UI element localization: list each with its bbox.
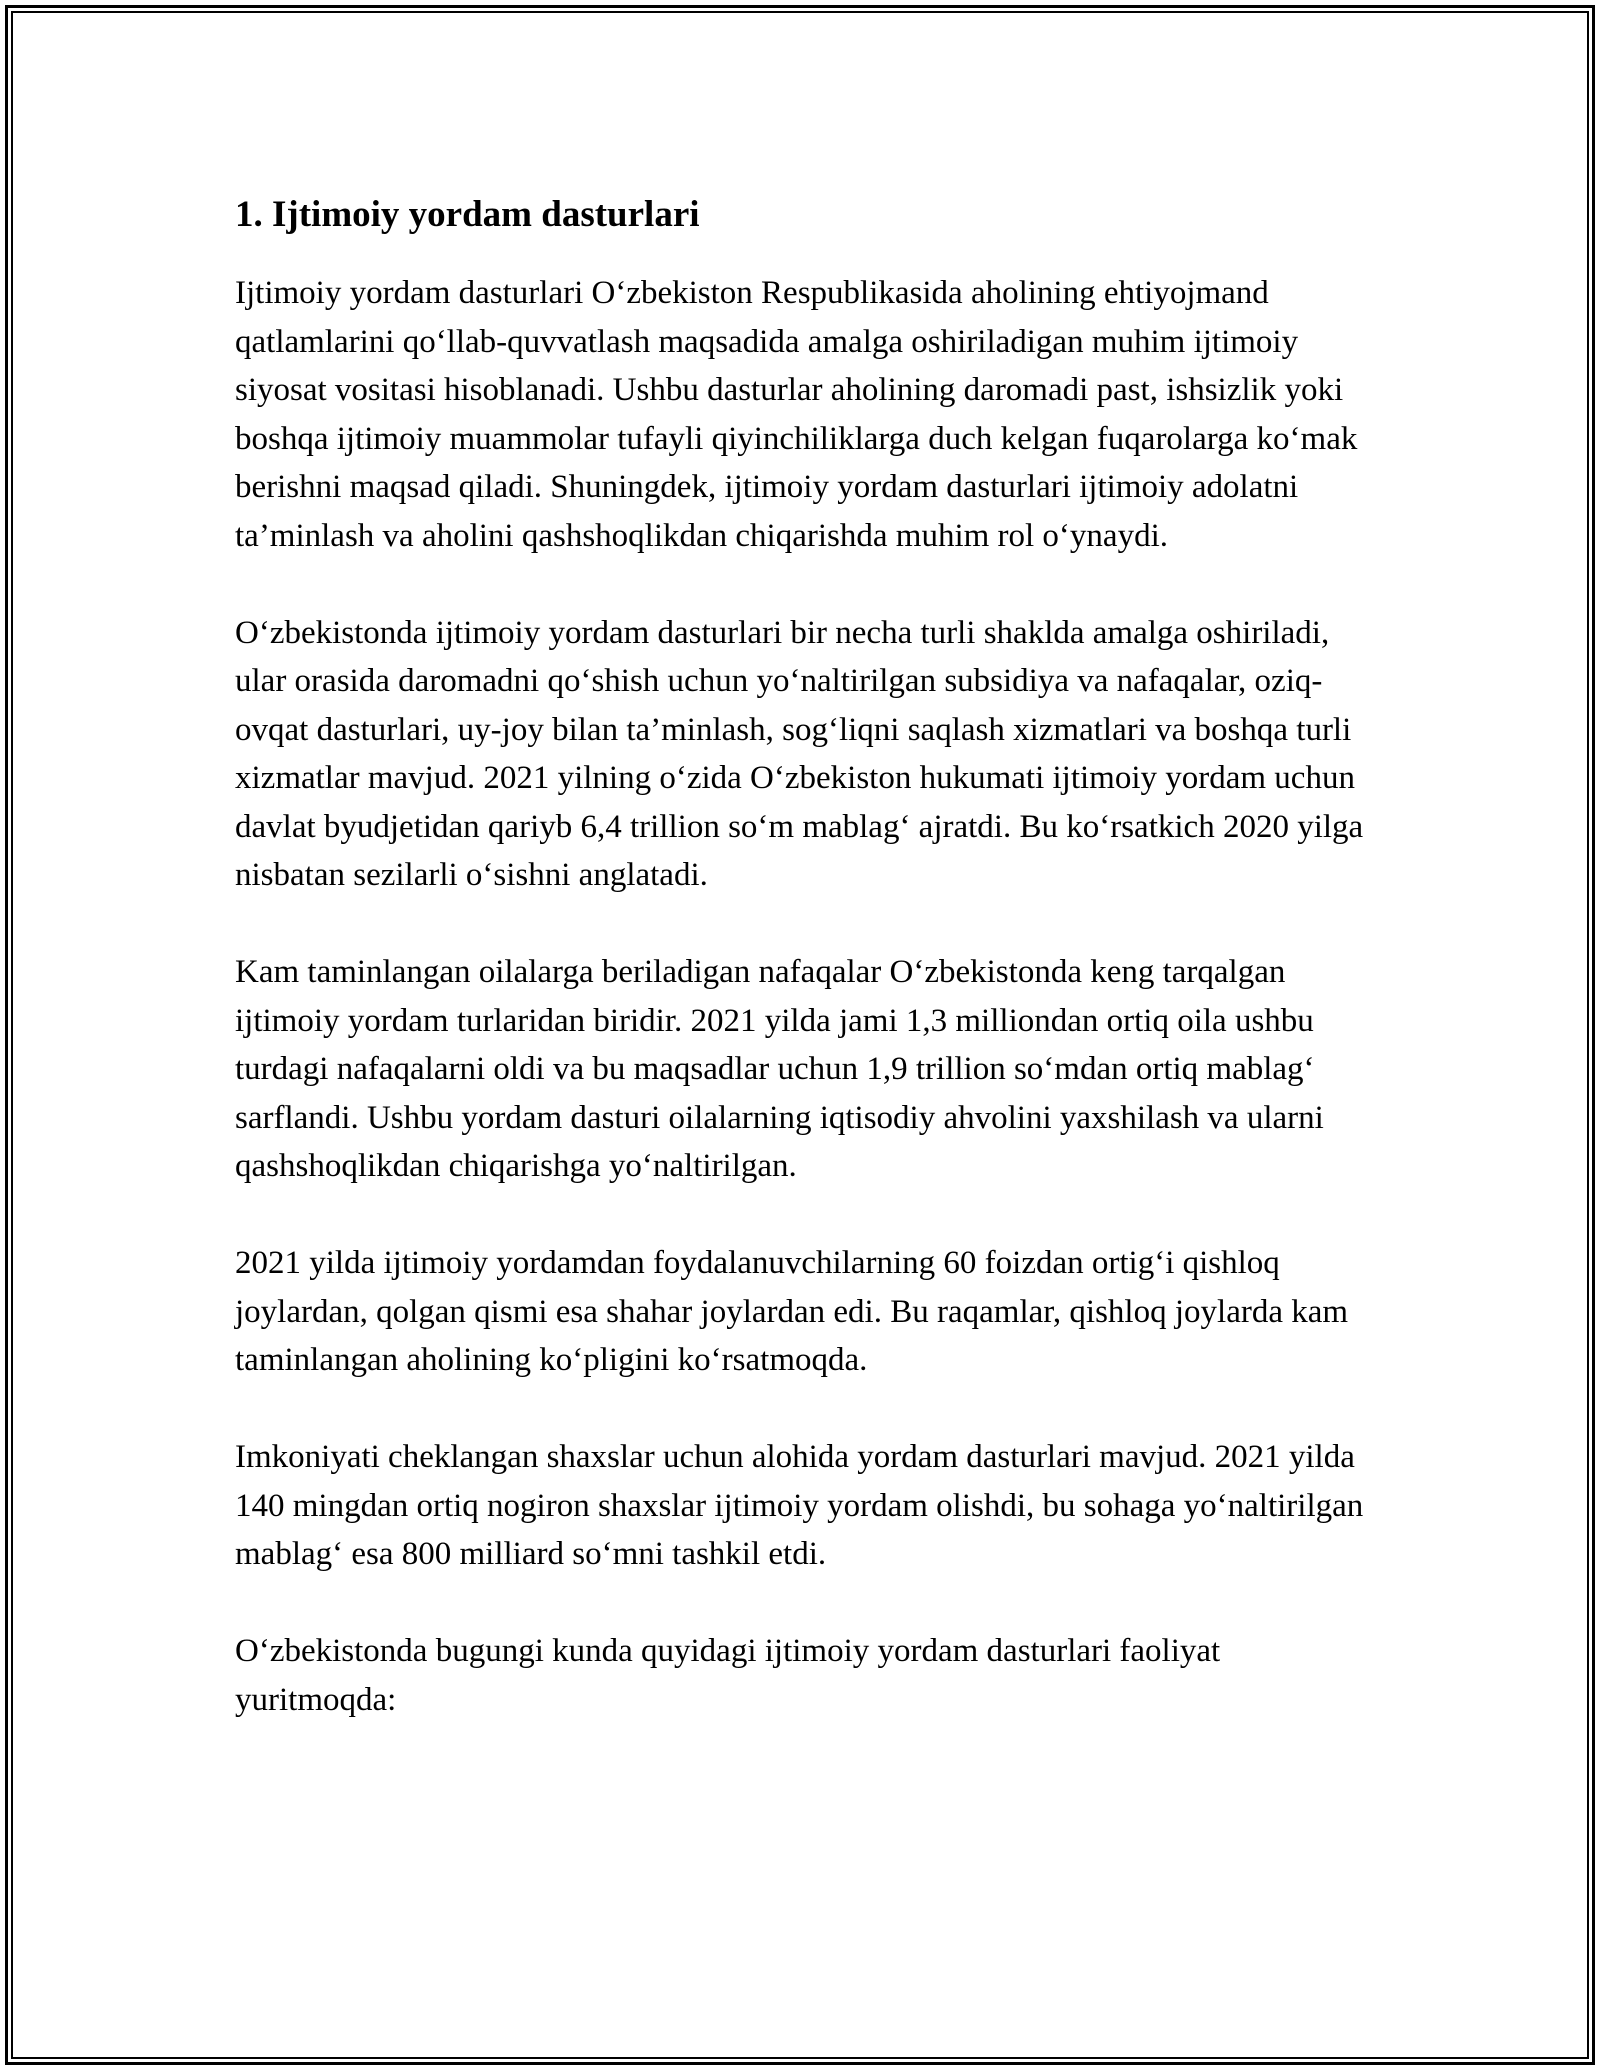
paragraph-6: O‘zbekistonda bugungi kunda quyidagi ijtimoiy yordam dasturlari faoliyat yuritmoqda: [235, 1633, 1221, 1718]
paragraph-5: Imkoniyati cheklangan shaxslar uchun alohida yordam dasturlari mavjud. 2021 yilda 140 mingdan ortiq nogiron shaxslar ijtimoiy yordam olishdi, bu sohaga yo‘naltirilgan mablag‘ esa 800 milliard so‘mni tashkil etdi. [235, 1439, 1364, 1572]
paragraph-2: O‘zbekistonda ijtimoiy yordam dasturlari bir necha turli shaklda amalga oshiriladi, ular orasida daromadni qo‘shish uchun yo‘naltirilgan subsidiya va nafaqalar, oziq-ovqat dasturlari, uy-joy bilan ta’minlash, sog‘liqni saqlash xizmatlari va boshqa turli xizmatlar mavjud. 2021 yilning o‘zida O‘zbekiston hukumati ijtimoiy yordam uchun davlat byudjetidan qariyb 6,4 trillion so‘m mablag‘ ajratdi. Bu ko‘rsatkich 2020 yilga nisbatan sezilarli o‘sishni anglatadi. [235, 614, 1364, 893]
section-heading: 1. Ijtimoiy yordam dasturlari [235, 194, 700, 235]
document-body [235, 185, 1385, 1773]
paragraph-1: Ijtimoiy yordam dasturlari O‘zbekiston Respublikasida aholining ehtiyojmand qatlamlarini qo‘llab-quvvatlash maqsadida amalga oshiriladigan muhim ijtimoiy siyosat vositasi hisoblanadi. Ushbu dasturlar aholining daromadi past, ishsizlik yoki boshqa ijtimoiy muammolar tufayli qiyinchiliklarga duch kelgan fuqarolarga ko‘mak berishni maqsad qiladi. Shuningdek, ijtimoiy yordam dasturlari ijtimoiy adolatni ta’minlash va aholini qashshoqlikdan chiqarishda muhim rol o‘ynaydi. [235, 275, 1358, 554]
paragraph-4: 2021 yilda ijtimoiy yordamdan foydalanuvchilarning 60 foizdan ortig‘i qishloq joylardan, qolgan qismi esa shahar joylardan edi. Bu raqamlar, qishloq joylarda kam taminlangan aholining ko‘pligini ko‘rsatmoqda. [235, 1245, 1349, 1378]
paragraph-3: Kam taminlangan oilalarga beriladigan nafaqalar O‘zbekistonda keng tarqalgan ijtimoiy yordam turlaridan biridir. 2021 yilda jami 1,3 milliondan ortiq oila ushbu turdagi nafaqalarni oldi va bu maqsadlar uchun 1,9 trillion so‘mdan ortiq mablag‘ sarflandi. Ushbu yordam dasturi oilalarning iqtisodiy ahvolini yaxshilash va ularni qashshoqlikdan chiqarishga yo‘naltirilgan. [235, 954, 1324, 1184]
